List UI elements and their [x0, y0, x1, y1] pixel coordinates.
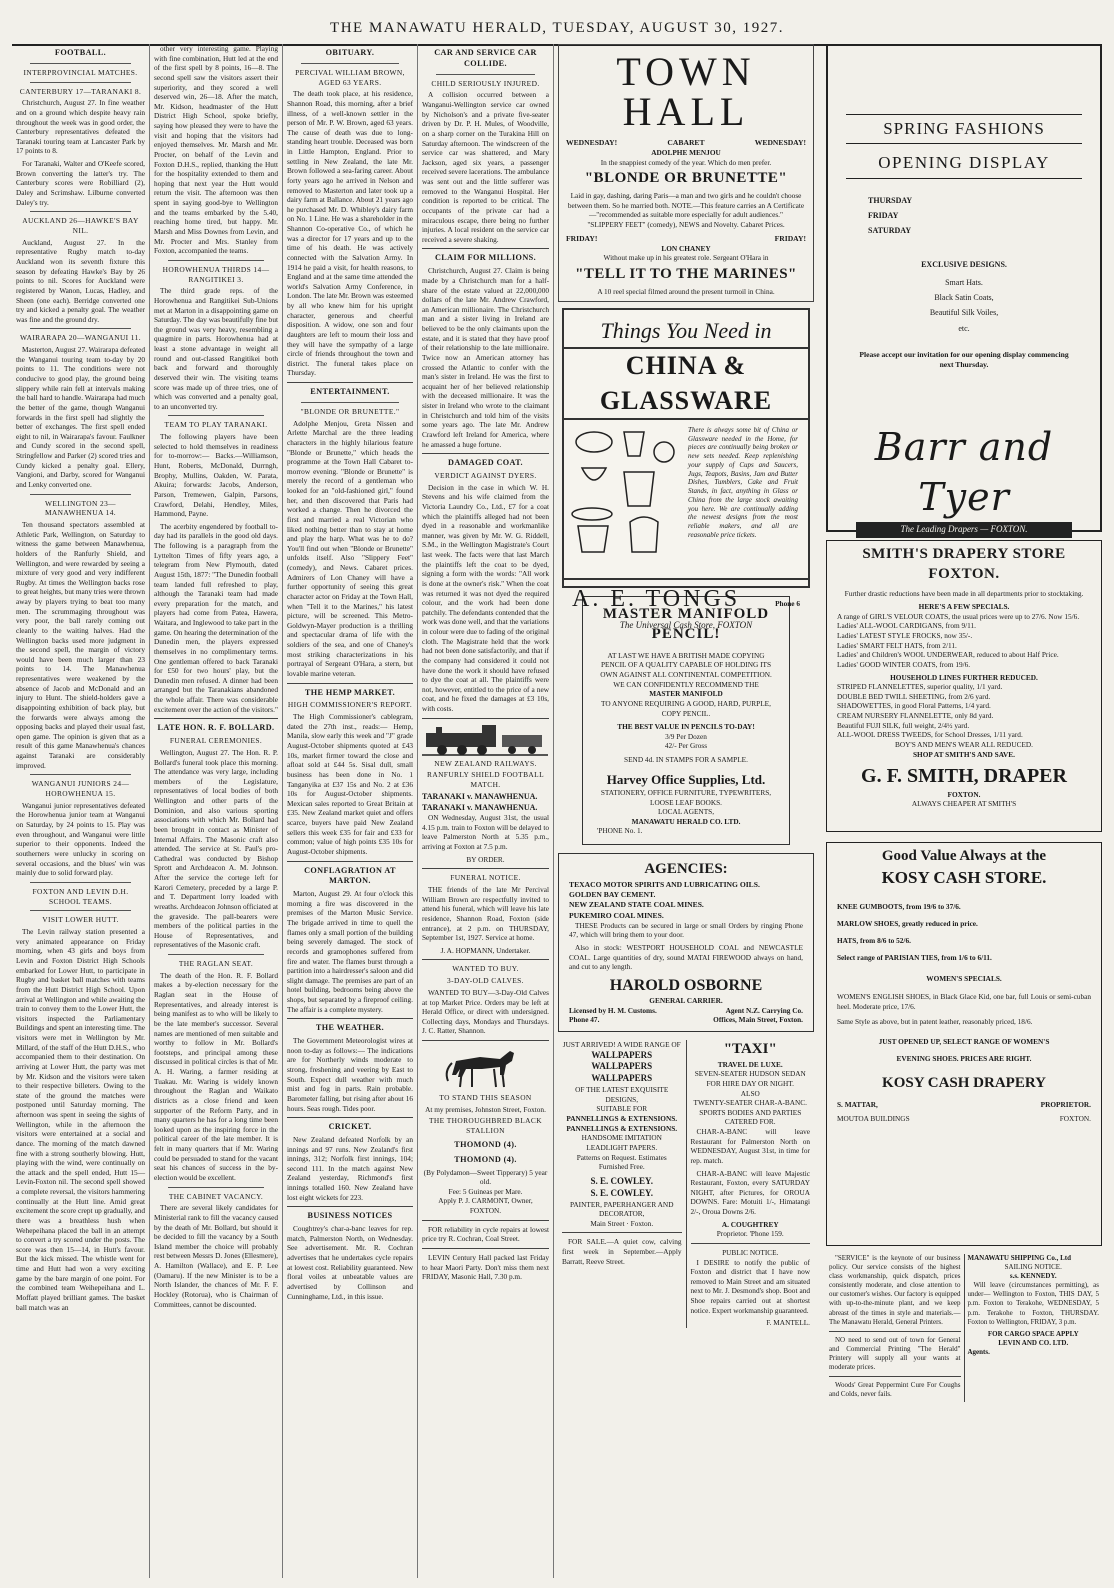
- divider: [30, 82, 131, 83]
- paragraph: "SERVICE" is the keynote of our business policy. Our service consists of the highest class workmanship, quick dispatch, prices consistently moderate, and close attention to our customer's wishes. Our factory is equipped with up-to-the-minute plant, and we keep abreast of the times in style and materials.—The Manawatu Herald, General Printers.: [829, 1254, 961, 1326]
- label: FRIDAY!: [774, 233, 806, 243]
- divider: [287, 1117, 413, 1118]
- subheading: PUBLIC NOTICE.: [722, 1247, 779, 1257]
- item: KNEE GUMBOOTS, from 19/6 to 37/6.: [837, 902, 961, 912]
- price: 3/9 Per Dozen: [665, 731, 707, 741]
- store-phone: Phone 6: [775, 598, 800, 608]
- ad-body: TO ANYONE REQUIRING A GOOD, HARD, PURPLE, COPY PENCIL.: [601, 698, 771, 718]
- paragraph: The Government Meteorologist wires at noon to-day as follows:— The indications are for Northerly winds moderate to strong, freshening and veering by East to South. Expect dull weather with much mist and fog in parts. Rain probable. Barometer falling, but rising after about 16 hours. Seas rough. Tides poor.: [287, 1036, 413, 1113]
- paragraph: Masterton, August 27. Wairarapa defeated the Wanganui touring team to-day by 20 points to 11. The conditions were not conducive to good play, the ground being slippery while rain fell at intervals making the ball hard to handle. Wairarapa had much the better of the game, though Wanganui forwards in the first spell had slightly the better of exchanges. The first spell ended eight to nil, in Wairarapa's favour. Faulkner and Cundy scored in the second spell, Stringfellow and Parker (2) scored tries and Cundy kicked a penalty goal. Ellery, Vangioni, and Darby, scored for Wanganui and Lenky converted one.: [16, 345, 145, 489]
- divider: [287, 382, 413, 383]
- subheading: WAIRARAPA 20—WANGANUI 11.: [20, 333, 141, 343]
- ad-line: Agents.: [967, 1347, 990, 1356]
- ad-title: SPRING FASHIONS: [846, 114, 1082, 144]
- paragraph: NO need to send out of town for General and Commercial Printing "The Herald" Printery will supply all your wants at moderate prices.: [829, 1335, 961, 1372]
- ad-line: LOCAL AGENTS,: [657, 807, 715, 817]
- label: CABARET: [667, 138, 705, 147]
- paragraph: The acerbity engendered by football to-day had its parallels in the good old days. The following is a paragraph from the Lyttelton Times of fifty years ago, a telegram from New Plymouth, dated August 15th, 1877: "The Dunedin football team landed full refreshed to play, although the Taranaki team had made every preparation for the match, and players had come from Patea, Hawera, Waitara, and Inglewood to take part in the game. On hearing the determination of the Dunedin men, the players expressed themselves in no complimentary terms. One gentleman offered to back Taranaki for £50 for two hours' play, but the Dunedin men refused. A dinner had been arranged but the Taranakians abandoned the whole affair. There was considerable excitement over the action of the visitors.": [154, 521, 278, 714]
- divider: [30, 328, 131, 329]
- divider: [154, 718, 278, 719]
- ad-title: OPENING DISPLAY: [846, 152, 1082, 178]
- ad-line: FOXTON.: [947, 789, 981, 799]
- ad-line: etc.: [958, 323, 970, 333]
- paragraph: Adolphe Menjou, Greta Nissen and Arlette Marchal are the three leading characters in the highly hilarious feature "Blonde or Brunette," which heads the programme at the Town Hall Cabaret to-morrow evening. "Blonde or Brunette" is merely the record of a gentleman who looked for an "old-fashioned girl," found her, and then discovered that Paris had worked a change. Then he divorced the first and married a real Victorian who liked nothing better than to stay at home and play the harp. What was he to do? You'll find out when "Blonde or Brunette" unfolds itself. Also "Slippery Feet" (comedy), and News. Cabaret prices. Admirers of Lon Chaney will have a further opportunity of seeing this great character actor on Friday at the Town Hall, when "Tell it to the Marines," his latest picture, will be screened. This Metro-Goldwyn-Mayer production is a thrilling and spectacular drama of life with the soldiers of the sea, and one of Chaney's most striking characterizations in his portrayal of Sergeant O'Hara, a stern, but lovable marine veteran.: [287, 418, 413, 678]
- item: Select range of PARISIAN TIES, from 1/6 to 6/11.: [837, 952, 992, 962]
- shipping-notice: [965, 1254, 1103, 1402]
- subheading: FUNERAL CEREMONIES.: [169, 736, 263, 746]
- ad-title: WALLPAPERS: [591, 1049, 653, 1060]
- ad-line: Please accept our invitation for our opening display commencing next Thursday.: [859, 349, 1069, 369]
- subheading: TEAM TO PLAY TARANAKI.: [164, 420, 268, 430]
- item: SHADOWETTES, in good Floral Patterns, 1/4 yard.: [837, 701, 991, 711]
- match-line: TARANAKI v. MANAWHENUA.: [422, 792, 538, 802]
- subheading: WELLINGTON 23—MANAWHENUA 14.: [44, 498, 117, 518]
- wallpapers-ad: [558, 1040, 687, 1328]
- divider: [287, 1018, 413, 1019]
- heading-weather: THE WEATHER.: [315, 1023, 385, 1033]
- company-name: Harvey Office Supplies, Ltd.: [606, 771, 766, 787]
- heading-football: FOOTBALL.: [54, 48, 107, 57]
- subheading: SAILING NOTICE.: [1004, 1263, 1062, 1272]
- heading-bollard: LATE HON. R. F. BOLLARD.: [157, 723, 275, 733]
- subheading: AUCKLAND 26—HAWKE'S BAY NIL.: [22, 216, 139, 235]
- price: 42/- Per Gross: [664, 741, 708, 751]
- column-2: [150, 44, 283, 1578]
- ad-line: Smart Hats.: [945, 277, 983, 287]
- paragraph: ON Wednesday, August 31st, the usual 4.15 p.m. train to Foxton will be delayed to leave Palmerston North at 5.35 p.m., arriving at Foxton at 7.5 p.m.: [422, 813, 549, 851]
- subheading: THE CABINET VACANCY.: [168, 1191, 264, 1201]
- ad-title: Good Value Always at the: [881, 848, 1047, 864]
- column-3: [283, 44, 418, 1578]
- ad-line: Agent N.Z. Carrying Co.: [725, 1005, 803, 1015]
- paragraph: Marton, August 29. At four o'clock this morning a fire was discovered in the premises of the Marton Music Service. The brigade arrived in time to quell the flames only a small portion of the building being severely damaged. The stock of records and gramophones suffered from fire and water. The flames burst through a partition into a hairdresser's saloon and did slight damage. The premises are part of an hotel building, bedrooms being above the shops, but separated by a fireproof ceiling. The affair is a complete mystery.: [287, 889, 413, 1014]
- divider: [436, 74, 535, 75]
- heading-claim: CLAIM FOR MILLIONS.: [434, 253, 537, 263]
- paragraph: CHAR-A-BANC will leave Restaurant for Palmerston North on WEDNESDAY, August 31st, in time for rep. match.: [690, 1127, 810, 1165]
- divider: [422, 248, 549, 249]
- paragraph: New Zealand defeated Norfolk by an innings and 97 runs. New Zealand's first innings, 312; Norfolk first innings, 104; second 111. In the match against New Zealand yesterday, Richmond's first innings totalled 160. New Zealand have lost eight wickets for 223.: [287, 1134, 413, 1202]
- ad-line: Offices, Main Street, Foxton.: [713, 1015, 803, 1025]
- proprietor-label: PROPRIETOR.: [1040, 1099, 1091, 1109]
- tongs-footer: [564, 578, 808, 620]
- town-hall-title: TOWN HALL: [616, 49, 756, 134]
- ad-line: TRAVEL DE LUXE.: [717, 1059, 783, 1069]
- ad-line: Without make up in his greatest role. Sergeant O'Hara in: [603, 253, 769, 263]
- ad-top-line: Things You Need in: [600, 318, 772, 344]
- ad-line: SEVEN-SEATER HUDSON SEDAN FOR HIRE DAY OR NIGHT.: [694, 1069, 806, 1088]
- divider: [168, 415, 264, 416]
- ad-line: Proprietor. 'Phone 159.: [716, 1229, 784, 1239]
- paragraph: Wellington, August 27. The Hon. R. P. Bollard's funeral took place this morning. The attendance was very large, including members of the Legislature, representatives of local bodies of both Wellington and other parts of the Dominion, and also various sporting associations with which Mr. Bollard had been brought in contact as Minister of Internal Affairs. The Masonic craft also attended. The service at St. Paul's pro-Cathedral was conducted by Bishop Sprott and Archdeacon A. M. Johnson. After the service the cortege left for Karori Cemetery, preceded by a large P. and T. Department lorry loaded with wreaths. Archdeacon Johnson officiated at the graveside. The pall-bearers were members of the political parties in the House of Representatives, and representatives of the Masonic craft.: [154, 747, 278, 950]
- ad-title: SMITH'S DRAPERY STORE: [862, 546, 1066, 562]
- agent-name: LEVIN AND CO. LTD.: [998, 1338, 1069, 1347]
- film-description: Laid in gay, dashing, daring Paris—a man and two girls and he couldn't choose between them. So he married both. NOTE.—This feature carries an A Certificate—"recommended as suitable more especially for adult audiences.": [567, 191, 805, 220]
- item: MARLOW SHOES, greatly reduced in price.: [837, 919, 978, 929]
- paragraph: CHAR-A-BANC will leave Majestic Restaurant, Foxton, every SATURDAY NIGHT, after Pictures, for OROUA DOWNS. Fare: Motuiti 1/-, Himatangi 2/-, Oroua Downs 2/6.: [690, 1168, 810, 1217]
- paragraph: Christchurch, August 27. In fine weather and on a ground which despite heavy rain throughout the week was in good order, the Canterbury representatives defeated the Taranaki touring team at Lancaster Park by 17 points to 8.: [16, 98, 145, 156]
- divider: [30, 211, 131, 212]
- ad-title: WALLPAPERS: [591, 1073, 653, 1084]
- subheading: FOXTON AND LEVIN D.H. SCHOOL TEAMS.: [32, 886, 129, 906]
- divider: [829, 1331, 961, 1332]
- divider: [168, 1187, 264, 1188]
- subheading: CANTERBURY 17—TARANAKI 8.: [19, 86, 142, 96]
- divider: [30, 494, 131, 495]
- ad-title: MANAWATU SHIPPING Co., Ltd: [967, 1254, 1072, 1262]
- ad-line: Phone 47.: [569, 1015, 600, 1025]
- divider: [30, 910, 131, 911]
- item: Ladies' and Children's WOOL UNDERWEAR, reduced to about Half Price.: [837, 650, 1059, 660]
- store-name: G. F. SMITH, DRAPER: [861, 765, 1067, 788]
- divider: [422, 1040, 549, 1041]
- film-description: A 10 reel special filmed around the present turmoil in China.: [597, 286, 775, 296]
- ad-tagline: THE BEST VALUE IN PENCILS TO-DAY!: [617, 722, 755, 732]
- paragraph: FOR reliability in cycle repairs at lowest price try R. Cochran, Coal Street.: [422, 1224, 549, 1244]
- paragraph: The third grade reps. of the Horowhenua and Rangitikei Sub-Unions met at Marton in a disappointing game on Saturday. The day was beautifully fine but the ground was very heavy, resembling a quagmire in parts. Horowhenua had at least a stone advantage in weight all round and out-classed Rangitikei both back and forward and thoroughly deserved their win. The visiting teams score was made up of three tries, one of which was converted and a penalty goal, to an unconverted try.: [154, 286, 278, 411]
- agency-line: TEXACO MOTOR SPIRITS AND LUBRICATING OILS.: [569, 879, 760, 889]
- paragraph: FOR SALE.—A quiet cow, calving first week in September.—Apply Barratt, Reeve Street.: [562, 1237, 682, 1266]
- divider: [422, 718, 549, 719]
- film-title: "TELL IT TO THE MARINES": [575, 265, 797, 282]
- item: Same Style as above, but in patent leather, reasonably priced, 18/6.: [837, 1017, 1033, 1027]
- ad-line: PANNELLINGS & EXTENSIONS.: [566, 1123, 678, 1133]
- by-order: BY ORDER.: [466, 854, 505, 864]
- divider: [422, 868, 549, 869]
- ad-line: Further drastic reductions have been made in all departments prior to stocktaking.: [844, 588, 1084, 598]
- item: JUST OPENED UP, SELECT RANGE OF WOMEN'S: [878, 1036, 1050, 1046]
- ad-line: STATIONERY, OFFICE FURNITURE, TYPEWRITERS, LOOSE LEAF BOOKS.: [600, 787, 772, 807]
- divider: [829, 1376, 961, 1377]
- column-6-ads: [818, 44, 1102, 1578]
- columns: [12, 44, 1102, 1578]
- ad-title: PENCIL!: [651, 626, 721, 643]
- day: FRIDAY: [868, 211, 899, 221]
- undertaker: J. A. HOPMANN, Undertaker.: [440, 945, 531, 955]
- ad-title: KOSY CASH STORE.: [881, 867, 1047, 887]
- ad-title: MASTER MANIFOLD: [602, 606, 770, 623]
- paragraph: A collision occurred between a Wanganui-Wellington service car owned by Nicholson's and a private five-seater driven by Dr. P. H. Mules, of Woodville, on a sharp corner on the Turakina Hill on Saturday afternoon. The windscreen of the service car was shattered, and Mary Jackson, aged six years, a passenger received severe lacerations. The ambulance was sent out and the little sufferer was removed to the Wanganui Hospital. Her condition is reported to be critical. The occupants of the private car had a miraculous escape, there being no further injuries. A local resident on the service car received a severe shaking.: [422, 90, 549, 244]
- item: ALL-WOOL DRESS TWEEDS, for School Dresses, 1/11 yard.: [837, 730, 1023, 740]
- paragraph: WANTED TO BUY—3-Day-Old Calves at top Market Price. Orders may be left at Herald Office, or direct with undersigned. Collecting days, Mondays and Thursdays. J. C. Ratter, Shannon.: [422, 987, 549, 1036]
- subheading: 3-DAY-OLD CALVES.: [447, 976, 524, 986]
- paragraph: Also in stock: WESTPORT HOUSEHOLD COAL and NEWCASTLE COAL. Large quantities of dry, sound MATAI FIREWOOD always on hand, and cut to any length.: [569, 943, 803, 972]
- agencies-ad: [558, 853, 814, 1032]
- paragraph: For Taranaki, Walter and O'Keefe scored, Brown converting the latter's try. The Canterbury scores were Robilliard (2), Daley and Scrimshaw. Lilburne converted Daley's try.: [16, 159, 145, 207]
- item: STRIPED FLANNELETTES, superior quality, 1/1 yard.: [837, 682, 1003, 692]
- railways-caption: NEW ZEALAND RAILWAYS.: [434, 758, 537, 768]
- divider: [168, 954, 264, 955]
- subheading: WANTED TO BUY.: [452, 964, 519, 974]
- item: BOY'S AND MEN'S WEAR ALL REDUCED.: [894, 739, 1034, 749]
- divider: [287, 861, 413, 862]
- divider: [422, 1220, 549, 1221]
- divider: [422, 453, 549, 454]
- paragraph: Ten thousand spectators assembled at Athletic Park, Wellington, on Saturday to witness the game between Manawhenua, holders of the Ranfurly Shield, and Wellington, and were rewarded by seeing a mixture of very good and very indifferent Rugby. At times the Wellington backs rose to great heights, but many tries were thrown away by players trying to beat too many men. The scrummaging throughout was very poor, the ball rarely coming out cleanly to the waiting halves. Had the Wellington backs used more judgment in the second spell, the margin of victory would have been much larger than 23 points to 14. The Manawhenua representatives were weakened by the absence of Jacob and McDonald and an injury to Hunt. The shield-holders gave a disappointing exhibition of back play, but the forwards were always among the opposing backs and played their usual fast, open game. The opinion is given that as a result of this game Manawhenua's chances against Taranaki are considerably improved.: [16, 520, 145, 770]
- subheading: WANGANUI JUNIORS 24—HOROWHENUA 15.: [31, 779, 130, 799]
- horse-pedigree: (By Polydamon—Sweet Tipperary) 5 year old.: [423, 1167, 548, 1187]
- subheading: FUNERAL NOTICE.: [450, 873, 521, 883]
- divider: [168, 260, 264, 261]
- kosy-cash-store-ad: [826, 842, 1102, 1246]
- column-1: [12, 44, 150, 1578]
- paragraph: Decision in the case in which W. H. Stevens and his wife claimed from the Victoria Laundry Co., Ltd., £7 for a coat which the plaintiffs alleged had not been dyed in a reasonable and workmanlike manner, was given by Mr. W. G. Riddell, S.M., in the Wellington Magistrate's Court last week. The facts were that last March the plaintiffs left the coat to be dyed, signing a form with the words: "All work is done at the owner's risk." When the coat was returned it was not dyed the required colour, and the work had been done patchily. The defendants contended that the work was done well, and that the variations in colour were due to fading of the original cloth. The Magistrate held that the work had not been done satisfactorily, and that if the company had considered it could not have done the work it should have refused to dye the coat at all. The plaintiffs were not, however, entitled to the price of a new coat, and he fixed the damages at £3 10s, with costs.: [422, 482, 549, 714]
- ad-line: ALSO: [740, 1088, 760, 1098]
- paragraph: The Levin railway station presented a very animated appearance on Friday morning, when 43 girls and boys from Levin and Foxton District High Schools embarked for Lower Hutt, to participate in Rugby and basket ball matches with teams from the Hutt District High School. Upon arrival at Wellington and while awaiting the train to convey them to the Lower Hutt, the visitors inspected the Parliamentary Buildings and spent an interesting time. The visitors were met in Wellington by Mr. Millard, of the staff of the Hutt D.H.S., who accompanied them to their destination. On arriving at Lower Hutt, the party was met by Mr. Kidson and the visitors were taken to their respective billeters. Owing to the state of the ground the matches were postponed until Saturday morning. The afternoon was spent in seeing the sights of Wellington, while in the afternoon the visitors were entertained at a social and dance. The morning of the match dawned fine with a strong southerly blowing. Hutt, playing with the wind, were continually on the attack and the spell ended, Hutt 15—Levin-Foxton nil. The second spell showed a complete reversal, the visitors hammering continually at the Hutt line. Amid great excitement the score crept up gradually, and there was a breathless hush when Wehepeihana placed the ball in an attempt to convert a try scored under the posts. The score was then 15—14, in Hutt's favour. But the kick missed. The whistle went for time and Hutt had won a very exciting game by the bare margin of one point. For the combined team Weihepeihana and L. Moffatt played brilliant games. The basket ball match was an: [16, 927, 145, 1312]
- crockery-icon: [564, 422, 684, 572]
- manifold-pencil-ad: [582, 596, 790, 845]
- item: Ladies' LATEST STYLE FROCKS, now 35/-.: [837, 631, 973, 641]
- subheading: VERDICT AGAINST DYERS.: [434, 470, 537, 480]
- premises: At my premises, Johnston Street, Foxton.: [425, 1104, 546, 1114]
- label: WEDNESDAY!: [566, 138, 618, 147]
- horse-apply: Apply P. J. CARMONT, Owner, FOXTON.: [438, 1196, 533, 1216]
- item: Ladies' GOOD WINTER COATS, from 19/6.: [837, 659, 971, 669]
- day: THURSDAY: [868, 195, 913, 205]
- address: MOUTOA BUILDINGS: [837, 1113, 910, 1123]
- divider: [422, 959, 549, 960]
- ad-line: PANNELLINGS & EXTENSIONS.: [566, 1114, 678, 1124]
- ad-title: AGENCIES:: [644, 861, 728, 877]
- paragraph: other very interesting game. Playing with fine combination, Hutt led at the end of the first spell by 8 points, 16—8. The second spell saw the visitors assert their superiority, and they scored a well deserved win, 26—18. After the match, Mr. Kidson, headmaster of the Hutt District High School, spoke briefly, saying how pleased they were to have the visit and hoping that the visitors had enjoyed themselves. Mr. Marsh and Mr. Procter, on behalf of the Levin and Foxton D.H.S., replied, thanking the Hutt for the hospitality extended to them and hoping that next year the Hutt would return the visit. The afternoon was then spent in saying good-bye to Wellington and the teams embarked by the 5.40, reaching home tired, but happy. Mr. Marsh and Miss Downes from Levin, and Mr. Procter and Mrs. Stanley from Foxton, accompanied the teams.: [154, 44, 278, 256]
- taxi-ad: [687, 1040, 815, 1328]
- heading-entertainment: ENTERTAINMENT.: [310, 387, 390, 397]
- item: HATS, from 8/6 to 52/6.: [837, 935, 911, 945]
- agency-line: PUKEMIRO COAL MINES.: [569, 910, 664, 920]
- ad-line: Licensed by H. M. Customs.: [569, 1005, 657, 1015]
- product-name: MASTER MANIFOLD: [649, 689, 723, 699]
- paragraph: Auckland, August 27. In the representative Rugby match to-day Auckland won its seventh fixture this season by defeating Hawke's Bay by 26 points to nil. Scores for Auckland were registered by Wanon, Lucas, Hadley, and Sheen (one each). Berridge converted one try and kicked a penalty goal. The weather was fine and the ground dry.: [16, 237, 145, 324]
- film-title: "BLONDE OR BRUNETTE": [584, 170, 788, 187]
- horse-fee: Fee: 5 Guineas per Mare.: [448, 1186, 523, 1196]
- paragraph: THE friends of the late Mr Percival William Brown are respectfully invited to attend his funeral, which will leave his late residence, Shannon Road, Foxton (side entrance), at 2 p.m. on THURSDAY, September 1st, 1927. Service at home.: [422, 885, 549, 943]
- ad-line: HANDSOME IMITATION LEADLIGHT PAPERS.: [581, 1133, 662, 1152]
- heading-conflagration: CONFLAGRATION AT MARTON.: [304, 865, 396, 886]
- subheading: CHILD SERIOUSLY INJURED.: [431, 78, 540, 88]
- masthead: THE MANAWATU HERALD, TUESDAY, AUGUST 30, 1927.: [12, 8, 1102, 46]
- subheading: HOROWHENUA THIRDS 14—RANGITIKEI 3.: [162, 264, 270, 284]
- proprietor: A. COUGHTREY: [721, 1219, 779, 1229]
- column-5-ads: [554, 44, 818, 1578]
- heading-coat: DAMAGED COAT.: [448, 458, 523, 468]
- subheading: HIGH COMMISSIONER'S REPORT.: [287, 700, 413, 710]
- subheading: VISIT LOWER HUTT.: [42, 915, 119, 925]
- divider: [287, 1206, 413, 1207]
- store-name: KOSY CASH DRAPERY: [882, 1075, 1046, 1092]
- ad-line: Black Satin Coats,: [934, 293, 994, 303]
- paragraph: The following players have been selected to hold themselves in readiness for to-morrow:— Backs.—Williamson, Hunt, Roberts, McDonald, Durrngh, Brophy, Mullins, Oakden, W. Parata, Akuira; forwards: Jacobs, Anderson, Parson, Tremewen, Galpin, Parsons, Crawford, Delahi, Hendley, Miles, Hammond, Payne.: [154, 432, 278, 519]
- ad-main-title: CHINA & GLASSWARE: [564, 347, 808, 420]
- paragraph: The High Commissioner's cablegram, dated the 27th inst., reads:— Hemp, Manila, slow early this week and "J" grade August-October shipments quoted at £43 10s, market firmer toward the close and afloat sold at £44 5s. Sisal dull, small business has been done in No. 1 Tanganyika at £37 15s and No. 2 at £36 10s for August-October shipments. Mexican sales reported to Great Britain at £35. New Zealand market quiet and offers scarce, buyers have paid New Zealand sellers this week £35 for fair and £33 for common; value of high points £35 10s for August-October shipments.: [287, 712, 413, 856]
- label: FRIDAY!: [566, 233, 598, 243]
- paragraph: I DESIRE to notify the public of Foxton and district that I have now removed to Main Street and am situated next to Mr. J. Desmond's shop. Boot and Shoe repairs carried out at shortest notice. Expert workmanship guaranteed.: [690, 1257, 810, 1315]
- divider: [30, 63, 131, 64]
- paragraph: There are several likely candidates for Ministerial rank to fill the vacancy caused by the death of Mr. Bollard, but should it be decided to fill the vacancy by a South Island member the choice will probably rest between Messrs D. Jones (Ellesmere), A. Hamilton (Wallace), and E. P. Lee (Oamaru). If the new Minister is to be a North Islander, the chances of Mr. F. F. Hockley (Rotorua), who is Chairman of Committees, cannot be discounted.: [154, 1203, 278, 1309]
- paragraph: Coughtrey's char-a-banc leaves for rep. match, Palmerston North, on Wednesday. See advertisement. Mr. R. Cochran advertises that he undertakes cycle repairs at lowest cost. Reliability guaranteed. New floral voiles at unbeatable values are advertised by Collinson and Cunninghame, Ltd., in this issue.: [287, 1224, 413, 1301]
- logo-sub: The Leading Drapers — FOXTON.: [856, 522, 1072, 538]
- ad-line: JUST ARRIVED! A WIDE RANGE OF: [562, 1039, 681, 1049]
- divider: [30, 882, 131, 883]
- ad-line: GENERAL CARRIER.: [649, 996, 723, 1006]
- actor-name: LON CHANEY: [661, 243, 711, 253]
- company-name: HAROLD OSBORNE: [609, 976, 763, 994]
- company-name: S. E. COWLEY.: [590, 1187, 653, 1198]
- ad-line: SUITABLE FOR: [596, 1104, 648, 1114]
- divider: [422, 1248, 549, 1249]
- ad-line: Beautiful Silk Voiles,: [929, 308, 999, 318]
- item: Beautiful FUJI SILK, full weight, 2/4½ yard.: [837, 720, 970, 730]
- heading-collide: CAR AND SERVICE CAR COLLIDE.: [434, 48, 537, 68]
- paragraph: Will leave (circumstances permitting), as under— Wellington to Foxton, THIS DAY, 5 p.m. Foxton to Terakohe, WEDNESDAY, 5 p.m. Terakohe to Foxton, THURSDAY. Foxton to Wellington, FRIDAY, 3 p.m.: [967, 1281, 1099, 1326]
- cabaret-row: [566, 138, 806, 148]
- divider: [691, 1243, 811, 1244]
- ad-line: "SLIPPERY FEET" (comedy), NEWS and Novelty. Cabaret Prices.: [587, 219, 785, 229]
- ad-line: ALWAYS CHEAPER AT SMITH'S: [911, 799, 1017, 809]
- ad-title: WALLPAPERS: [591, 1061, 653, 1072]
- column-4: [418, 44, 554, 1578]
- subheading: HOUSEHOLD LINES FURTHER REDUCED.: [890, 672, 1038, 682]
- ad-line: TWENTY-SEATER CHAR-A-BANC.: [693, 1098, 807, 1108]
- address: FOXTON.: [1059, 1113, 1091, 1123]
- divider: [301, 63, 399, 64]
- horse-desc: THE THOROUGHBRED BLACK STALLION: [429, 1116, 542, 1136]
- item: WOMEN'S ENGLISH SHOES, in Black Glace Kid, one bar, full Louis or semi-cuban heel. Moderate price, 17/6.: [837, 991, 1091, 1011]
- friday-row: [566, 234, 806, 244]
- item: A range of GIRL'S VELOUR COATS, the usual prices were up to 27/6. Now 15/6.: [837, 611, 1080, 621]
- paragraph: Woods' Great Peppermint Cure For Coughs and Colds, never fails.: [829, 1381, 961, 1399]
- item: DOUBLE BED TWILL SHEETING, from 2/6 yard.: [837, 691, 991, 701]
- barr-tyer-logo: [846, 422, 1082, 535]
- ad-line: 'PHONE No. 1.: [597, 826, 643, 836]
- bottom-ads: [558, 1040, 814, 1328]
- item: EVENING SHOES. PRICES ARE RIGHT.: [896, 1054, 1032, 1064]
- ad-body: AT LAST WE HAVE A BRITISH MADE COPYING PENCIL OF A QUALITY CAPABLE OF HOLDING ITS OWN AGAINST ALL CONTINENTAL COMPETITION. WE CAN CONFIDENTLY RECOMMEND THE: [600, 650, 772, 689]
- ad-title: FOXTON.: [928, 565, 1000, 582]
- horse-name: THOMOND (4).: [454, 1139, 517, 1149]
- proprietor: S. MATTAR,: [837, 1099, 878, 1109]
- ad-line: SEND 4d. IN STAMPS FOR A SAMPLE.: [624, 755, 748, 765]
- actor-name: ADOLPHE MENJOU: [651, 148, 721, 158]
- horse-name: THOMOND (4).: [454, 1154, 517, 1164]
- match-line: TARANAKI v. MANAWHENUA.: [422, 802, 538, 812]
- ad-line: Patterns on Request. Estimates Furnished Free.: [576, 1152, 667, 1172]
- subheading: THE RAGLAN SEAT.: [178, 959, 254, 969]
- ad-title: "TAXI": [723, 1040, 777, 1057]
- ad-line: In the snappiest comedy of the year. Which do men prefer.: [600, 157, 772, 167]
- logo-text: Barr and Tyer: [874, 425, 1054, 520]
- ad-tagline: SHOP AT SMITH'S AND SAVE.: [913, 749, 1015, 759]
- paragraph: LEVIN Century Hall packed last Friday to hear Maori Party. Don't miss them next FRIDAY, Masonic Hall, 7.30 p.m.: [422, 1252, 549, 1282]
- paragraph: Christchurch, August 27. Claim is being made by a Christchurch man for a half-share of the estate valued at 22,000,000 dollars of the late Mr. Andrew Crawford, an American millionaire. The Christchurch man and a sister living in Ireland are believed to be the only claimants upon the estate, and it is stated that they have proof of their relationship to the late millionaire. Twice now an American attorney has crossed the Atlantic to confer with the man's sister in Ireland. He was the first to acquaint her of her believed relationship with the deceased millionaire. It was the sister in Ireland who wrote to the claimant in Christchurch and told him of the visits some years ago. The late Mr. Andrew Crawford left Ireland for America, where he amassed a huge fortune.: [422, 266, 549, 449]
- item: Ladies' ALL-WOOL CARDIGANS, from 9/11.: [837, 621, 976, 631]
- ship-name: s.s. KENNEDY.: [1009, 1272, 1057, 1281]
- bottom-notices: [826, 1254, 1102, 1402]
- town-hall-ad: [558, 44, 814, 302]
- subheading: PERCIVAL WILLIAM BROWN, AGED 63 YEARS.: [295, 67, 405, 87]
- ad-line: EXCLUSIVE DESIGNS.: [921, 260, 1007, 270]
- ad-body: There is always some bit of China or Glassware needed in the Home, for pieces are continually being broken or new sets needed. Keep replenishing your supply of Cups and Saucers, Jugs, Teapots, Basins, Jam and Butter Dishes, Tumblers, Cake and Fruit Stands, in fact, anything in Glass or China from the large stock awaiting you here. We are continually adding the newest designs from the most reliable makers, and all are reasonable price tickets.: [688, 425, 798, 539]
- divider: [30, 774, 131, 775]
- ad-line: Main Street · Foxton.: [590, 1218, 654, 1228]
- label: WEDNESDAY!: [754, 138, 806, 147]
- subheading: HERE'S A FEW SPECIALS.: [918, 602, 1010, 612]
- company-name: S. E. COWLEY.: [590, 1175, 653, 1186]
- store-sub: The Universal Cash Store, FOXTON: [619, 619, 753, 630]
- item: CREAM NURSERY FLANNELETTE, only 8d yard.: [837, 711, 994, 721]
- divider: [287, 683, 413, 684]
- paragraph: The death of the Hon. R. F. Bollard makes a by-election necessary for the Raglan seat in the House of Representatives, and already interest is being manifest as to who will be likely to be the late member's successor. Several names are mentioned of men suitable and worthy to follow in Mr. Bollard's footsteps, and principal among these discussed in political circles is that of Mr. A. H. Waring, a farmer residing at Tuakau. Mr. Waring is widely known throughout the Raglan and Waikato districts as a close friend and keen supporter of the Reform Party, and in many quarters he has for a long time been looked upon as the inspiring force in the political career of the late member. It is felt in many quarters that if Mr. Waring could be persuaded to stand for the vacant seat his chances of success in the by-election would be excellent.: [154, 970, 278, 1182]
- horse-icon: [422, 1045, 548, 1091]
- agency-line: NEW ZEALAND STATE COAL MINES.: [569, 900, 704, 910]
- spring-fashions-ad: [826, 44, 1102, 535]
- stand-heading: TO STAND THIS SEASON: [439, 1093, 532, 1103]
- agency-line: GOLDEN BAY CEMENT.: [569, 890, 656, 900]
- subheading: "BLONDE OR BRUNETTE.": [300, 406, 400, 416]
- ad-line: OF THE LATEST EXQUISITE DESIGNS,: [575, 1085, 669, 1104]
- subheading: RANFURLY SHIELD FOOTBALL MATCH.: [427, 770, 544, 790]
- ad-line: FOR CARGO SPACE APPLY: [987, 1329, 1079, 1338]
- paragraph: Wanganui junior representatives defeated the Horowhenua junior team at Wanganui on Saturday, by 24 points to 15. Play was even throughout, and Wanganui were little superior to their opponents. Indeed the southerners were unlucky in scoring on several occasions, and the blues' win was mainly due to solid forward play.: [16, 800, 145, 878]
- heading-business: BUSINESS NOTICES: [307, 1211, 393, 1221]
- paragraph: The death took place, at his residence, Shannon Road, this morning, after a brief illness, of a well-known settler in the person of Mr. P. W. Brown, aged 63 years. The cause of death was due to long-standing heart trouble. Deceased was born in Little Hampton, England. Prior to settling in New Zealand, the late Mr. Brown followed a sea-faring career. About forty years ago he arrived in Nelson and removed to Masterton and later took up a dairy farm at Ballance. About 21 years ago he purchased Mr. D. Whibley's dairy farm on No. 1 Line. He was a shareholder in the Shannon Co-operative Co., of which he was a director for 17 years and up to the time of his death. He was actively connected with the Salvation Army. In 1914 he paid a visit, for health reasons, to England and at the same time attended the world's Salvation Army Conference, in London. The late Mr. Brown was esteemed by all who knew him for his upright character, generous and cheerful disposition. A widow, one son and four daughters are left to mourn their loss and they will have the sympathy of a large circle of friends throughout the town and district. The funeral takes place on Thursday.: [287, 89, 413, 378]
- heading-obituary: OBITUARY.: [325, 48, 375, 57]
- subheading: INTERPROVINCIAL MATCHES.: [23, 67, 138, 77]
- item: Ladies' SMART FELT HATS, from 2/11.: [837, 640, 957, 650]
- day: SATURDAY: [868, 226, 912, 236]
- agent-name: MANAWATU HERALD CO. LTD.: [631, 816, 741, 826]
- smith-drapery-ad: [826, 540, 1102, 832]
- ad-line: PAINTER, PAPERHANGER AND DECORATOR,: [570, 1199, 674, 1219]
- divider: [562, 1232, 682, 1233]
- subheading: WOMEN'S SPECIALS.: [926, 974, 1002, 984]
- divider: [301, 402, 399, 403]
- store-name: A. E. TONGS: [572, 585, 741, 612]
- railway-engine-icon: [422, 723, 548, 757]
- heading-cricket: CRICKET.: [328, 1122, 372, 1132]
- paragraph: THESE Products can be secured in large or small Orders by ringing Phone 47, which will bring them to your door.: [569, 920, 803, 940]
- signature: F. MANTELL.: [766, 1318, 810, 1328]
- heading-hemp: THE HEMP MARKET.: [304, 687, 396, 697]
- ad-line: SPORTS BODIES AND PARTIES CATERED FOR.: [699, 1107, 802, 1127]
